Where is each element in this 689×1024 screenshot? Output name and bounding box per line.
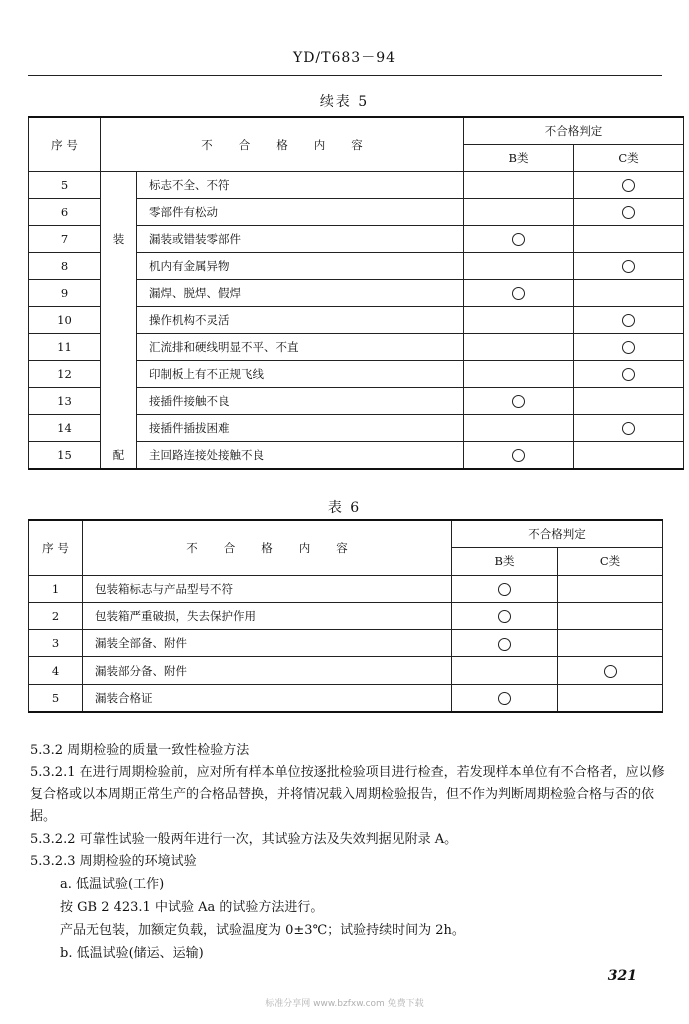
col-header-c: C类: [558, 548, 663, 575]
row-c-mark: [574, 388, 684, 415]
row-number: 12: [29, 361, 101, 388]
row-c-mark: [574, 226, 684, 253]
row-c-mark: [574, 415, 684, 442]
row-number: 10: [29, 307, 101, 334]
row-b-mark: [464, 415, 574, 442]
group-label-cell: [101, 280, 137, 307]
group-label-cell: [101, 334, 137, 361]
table-row: [29, 199, 684, 226]
group-label-cell: [101, 388, 137, 415]
item-a-method-line: 按 GB 2 423.1 中试验 Aa 的试验方法进行。: [60, 900, 324, 915]
table-row: [29, 415, 684, 442]
row-b-mark: [464, 388, 574, 415]
row-number: 5: [29, 172, 101, 199]
row-content: 汇流排和硬线明显不平、不直: [137, 334, 464, 361]
circle-mark-icon: [498, 610, 511, 623]
col-header-judgement: 不合格判定: [452, 520, 663, 548]
group-label: 配: [101, 442, 137, 470]
section-5-3-2-1-paragraph: 5.3.2.1 在进行周期检验前，应对所有样本单位按逐批检验项目进行检查，若发现样本单位有不合格者，应以修复合格或以本周期正常生产的合格品替换，并将情况载入周期检验报告，但不作为判断周期检验合格与否的依据。: [30, 765, 665, 824]
col-header-b: B类: [452, 548, 558, 575]
table5: [28, 116, 684, 470]
circle-mark-icon: [604, 665, 617, 678]
table-row: [29, 307, 684, 334]
row-b-mark: [464, 334, 574, 361]
group-label-cell: [101, 199, 137, 226]
row-b-mark: [464, 226, 574, 253]
table-row: [29, 253, 684, 280]
row-c-mark: [574, 199, 684, 226]
item-b-heading: b. 低温试验(储运、运输): [60, 946, 204, 961]
row-b-mark: [464, 442, 574, 470]
table-header-row: [29, 520, 663, 548]
row-number: 13: [29, 388, 101, 415]
row-number: 1: [29, 575, 83, 602]
row-number: 5: [29, 684, 83, 712]
row-b-mark: [464, 307, 574, 334]
row-number: 6: [29, 199, 101, 226]
col-header-no: 序 号: [29, 117, 101, 172]
row-c-mark: [558, 630, 663, 657]
table-row: [29, 630, 663, 657]
circle-mark-icon: [622, 314, 635, 327]
row-number: 15: [29, 442, 101, 470]
row-number: 14: [29, 415, 101, 442]
table6-caption: 表 6: [327, 500, 362, 516]
row-content: 操作机构不灵活: [137, 307, 464, 334]
table-row: [29, 334, 684, 361]
circle-mark-icon: [512, 395, 525, 408]
circle-mark-icon: [622, 341, 635, 354]
row-c-mark: [558, 575, 663, 602]
table-row: [29, 575, 663, 602]
row-number: 3: [29, 630, 83, 657]
table-row: [29, 226, 684, 253]
circle-mark-icon: [622, 206, 635, 219]
row-content: 接插件接触不良: [137, 388, 464, 415]
row-content: 机内有金属异物: [137, 253, 464, 280]
row-b-mark: [452, 575, 558, 602]
table-row: [29, 388, 684, 415]
row-b-mark: [464, 280, 574, 307]
table-header-row: [29, 117, 684, 145]
header-rule: [28, 75, 662, 76]
row-number: 9: [29, 280, 101, 307]
row-number: 11: [29, 334, 101, 361]
item-a-condition-line: 产品无包装，加额定负载，试验温度为 0±3℃；试验持续时间为 2h。: [60, 923, 465, 938]
row-c-mark: [558, 657, 663, 684]
table-row: [29, 361, 684, 388]
row-content: 漏装或错装零部件: [137, 226, 464, 253]
row-number: 4: [29, 657, 83, 684]
group-label: 装: [101, 226, 137, 253]
row-b-mark: [452, 602, 558, 629]
col-header-content: 不合格内容: [83, 520, 452, 575]
row-b-mark: [464, 172, 574, 199]
item-a-heading: a. 低温试验(工作): [60, 877, 165, 892]
table-row: [29, 442, 684, 470]
row-c-mark: [558, 602, 663, 629]
table5-body: [29, 117, 684, 469]
table-row: [29, 657, 663, 684]
row-b-mark: [452, 630, 558, 657]
row-content: 包装箱严重破损，失去保护作用: [83, 602, 452, 629]
row-number: 7: [29, 226, 101, 253]
circle-mark-icon: [498, 692, 511, 705]
row-c-mark: [574, 361, 684, 388]
col-header-content: 不合格内容: [101, 117, 464, 172]
standard-code: YD/T683－94: [292, 50, 397, 66]
row-b-mark: [464, 361, 574, 388]
section-5-3-2-2-paragraph: 5.3.2.2 可靠性试验一般两年进行一次，其试验方法及失效判据见附录 A。: [30, 832, 458, 847]
row-b-mark: [464, 199, 574, 226]
row-content: 接插件插拔困难: [137, 415, 464, 442]
row-number: 8: [29, 253, 101, 280]
table-row: [29, 602, 663, 629]
table6-body: [29, 520, 663, 712]
footer-watermark: 标准分享网 www.bzfxw.com 免费下载: [265, 999, 424, 1009]
row-c-mark: [574, 280, 684, 307]
row-c-mark: [574, 253, 684, 280]
page-number: 321: [607, 968, 637, 984]
circle-mark-icon: [512, 287, 525, 300]
row-content: 漏装全部备、附件: [83, 630, 452, 657]
circle-mark-icon: [622, 368, 635, 381]
table-row: [29, 172, 684, 199]
row-b-mark: [452, 657, 558, 684]
table-row: [29, 684, 663, 712]
row-content: 零部件有松动: [137, 199, 464, 226]
col-header-b: B类: [464, 145, 574, 172]
section-5-3-2-3-heading: 5.3.2.3 周期检验的环境试验: [30, 854, 197, 869]
circle-mark-icon: [512, 233, 525, 246]
row-content: 漏焊、脱焊、假焊: [137, 280, 464, 307]
circle-mark-icon: [622, 179, 635, 192]
row-c-mark: [574, 442, 684, 470]
group-label-cell: [101, 253, 137, 280]
row-content: 主回路连接处接触不良: [137, 442, 464, 470]
row-number: 2: [29, 602, 83, 629]
group-label-cell: [101, 415, 137, 442]
group-label-cell: [101, 361, 137, 388]
row-content: 漏装部分备、附件: [83, 657, 452, 684]
col-header-c: C类: [574, 145, 684, 172]
row-content: 印制板上有不正规飞线: [137, 361, 464, 388]
row-content: 包装箱标志与产品型号不符: [83, 575, 452, 602]
col-header-no: 序 号: [29, 520, 83, 575]
row-c-mark: [574, 172, 684, 199]
group-label-cell: [101, 172, 137, 199]
row-c-mark: [558, 684, 663, 712]
circle-mark-icon: [622, 260, 635, 273]
row-c-mark: [574, 307, 684, 334]
table5-caption: 续表 5: [319, 94, 370, 110]
group-label-cell: [101, 307, 137, 334]
circle-mark-icon: [498, 583, 511, 596]
circle-mark-icon: [512, 449, 525, 462]
row-content: 漏装合格证: [83, 684, 452, 712]
col-header-judgement: 不合格判定: [464, 117, 684, 145]
row-b-mark: [452, 684, 558, 712]
table-row: [29, 280, 684, 307]
section-5-3-2-heading: 5.3.2 周期检验的质量一致性检验方法: [30, 743, 250, 758]
table6: [28, 519, 663, 713]
row-b-mark: [464, 253, 574, 280]
circle-mark-icon: [622, 422, 635, 435]
row-c-mark: [574, 334, 684, 361]
row-content: 标志不全、不符: [137, 172, 464, 199]
circle-mark-icon: [498, 638, 511, 651]
